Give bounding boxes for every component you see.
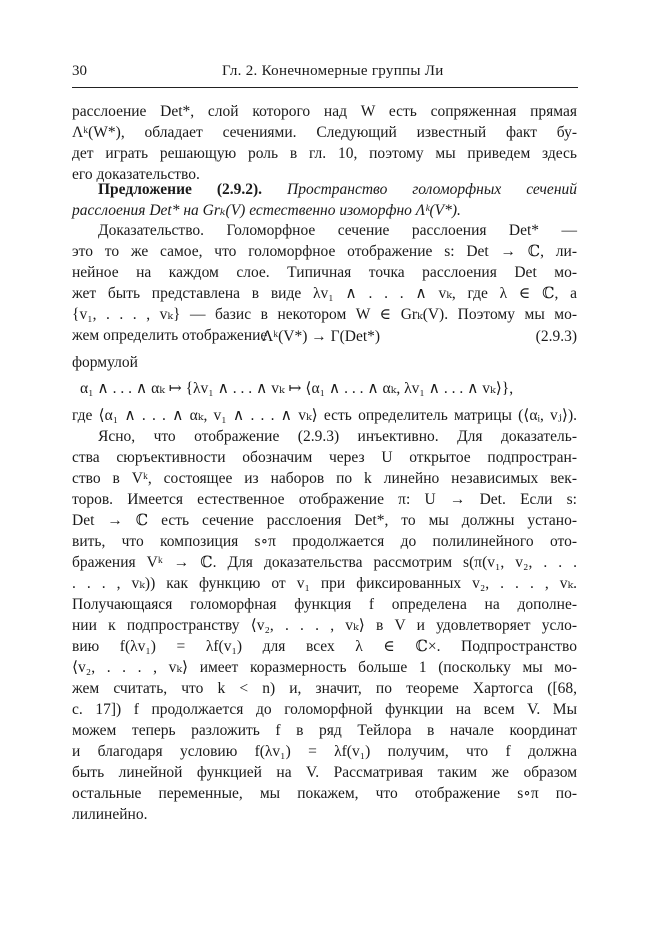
text-line: вить, что композиция s∘π продолжается до полилинейного ото- [72,533,577,550]
proof-paragraph-2 [72,405,577,825]
proposition-block [72,179,577,221]
running-title: Гл. 2. Конечномерные группы Ли [222,63,444,79]
proposition-line-1 [72,179,577,200]
text-line: торов. Имеется естественное отображение π: U → Det. Если s: [72,491,577,508]
text-line: нии к подпространству ⟨v₂, . . . , vₖ⟩ в V и удовлетворяет усло- [72,617,577,634]
equation-body: Λᵏ(V*) → Γ(Det*) [262,328,381,345]
text-line: Доказательство. Голоморфное сечение расслоения Det* — [98,222,577,239]
text-line: можем теперь разложить f в ряд Тейлора в начале координат [72,722,577,739]
text-line: с. 17]) f продолжается до голоморфной функции на всем V. Мы [72,701,577,718]
text-line: Λᵏ(W*), обладает сечениями. Следующий известный факт бу- [72,124,577,141]
formula-map: α₁ ∧ . . . ∧ αₖ ↦ {λv₁ ∧ . . . ∧ vₖ ↦ ⟨α₁ ∧ . . . ∧ αₖ, λv₁ ∧ . . . ∧ vₖ⟩}, [80,380,514,397]
equation-tag: (2.9.3) [535,328,577,345]
proposition-statement-2: расслоения Det* на Grₖ(V) естественно изоморфно Λᵏ(V*). [72,202,461,219]
text-line: и благодаря условию f(λv₁) = λf(v₁) получим, что f должна [72,743,577,760]
text-line: ⟨v₂, . . . , vₖ⟩ имеет коразмерность больше 1 (поскольку мы мо- [72,659,577,676]
text-line: {v₁, . . . , vₖ} — базис в некотором W ∈ Grₖ(V). Поэтому мы мо- [72,306,577,323]
text-line: где ⟨α₁ ∧ . . . ∧ αₖ, v₁ ∧ . . . ∧ vₖ⟩ есть определитель матрицы (⟨αᵢ, vⱼ⟩). [72,407,577,424]
text-line: быть линейной функцией на V. Рассматривая таким же образом [72,764,577,781]
header-rule [72,87,578,88]
text-line: остальные переменные, мы покажем, что отображение s∘π по- [72,785,577,802]
text-line: это то же самое, что голоморфное отображение s: Det → ℂ, ли- [72,243,577,260]
text-line: дет играть решающую роль в гл. 10, поэтому мы приведем здесь [72,145,577,162]
text-line: вию f(λv₁) = λf(v₁) для всех λ ∈ ℂ×. Подпространство [72,638,577,655]
text-line: жем определить отображение [72,327,268,344]
text-line: жет быть представлена в виде λv₁ ∧ . . . ∧ vₖ, где λ ∈ ℂ, а [72,285,577,302]
text-line: Det → ℂ есть сечение расслоения Det*, то мы должны устано- [72,512,577,529]
text-line: Получающаяся голоморфная функция f определена на дополне- [72,596,577,613]
text-line: бражения Vᵏ → ℂ. Для доказательства рассмотрим s(π(v₁, v₂, . . . [72,554,577,571]
equation-2-9-3 [72,328,577,352]
page-number: 30 [72,63,87,79]
formula-word: формулой [72,354,138,371]
text-line: его доказательство. [72,166,200,183]
text-line: жем считать, что k < n) и, значит, по теореме Хартогса ([68, [72,680,577,697]
proposition-label: Предложение (2.9.2). [98,181,263,198]
paragraph-intro [72,101,577,185]
text-line: . . . , vₖ)) как функцию от v₁ при фиксированных v₂, . . . , vₖ. [72,575,577,592]
text-line: ства сюръективности обозначим через U открытое подпростран- [72,449,577,466]
text-line: Ясно, что отображение (2.9.3) инъективно. Для доказатель- [98,428,577,445]
text-line: нейное на каждом слое. Типичная точка расслоения Det мо- [72,264,577,281]
text-line: расслоение Det*, слой которого над W есть сопряженная прямая [72,103,577,120]
text-line: лилинейно. [72,806,148,823]
proposition-statement-1: Пространство голоморфных сечений [287,181,578,198]
text-line: ство в Vᵏ, состоящее из наборов по k линейно независимых век- [72,470,577,487]
